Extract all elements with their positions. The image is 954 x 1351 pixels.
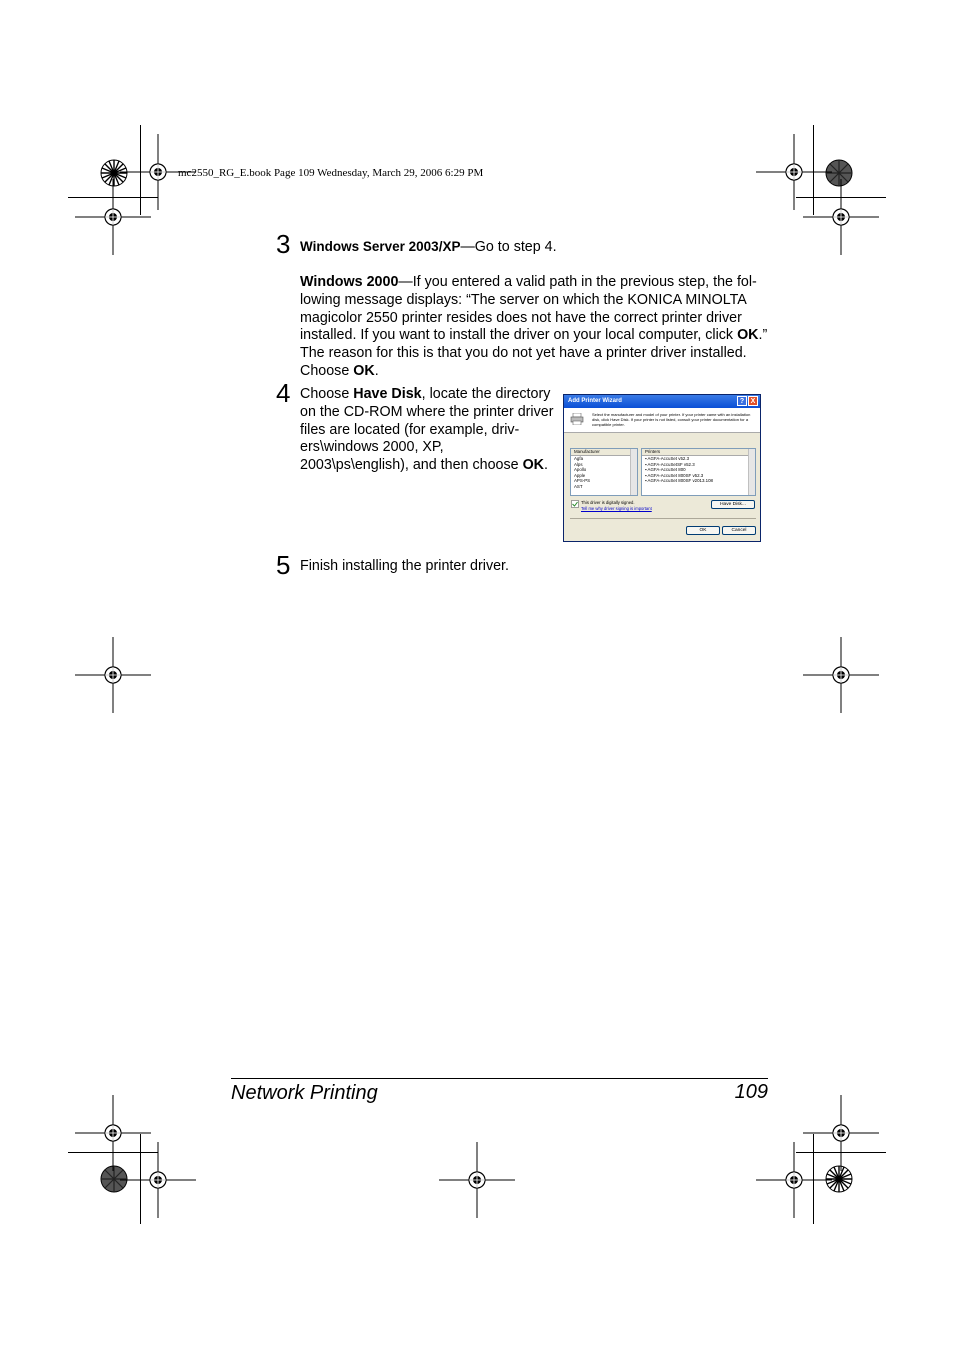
ok-bold: OK [522, 457, 545, 474]
list-item: Apollo [574, 467, 587, 473]
step-number-3: 3 [276, 229, 291, 259]
manufacturer-list [570, 448, 638, 496]
footer-section-title: Network Printing [231, 1082, 378, 1104]
printer-name: AGFA-AccuSet 800SF v52.3 [647, 472, 704, 478]
page-number: 109 [734, 1081, 768, 1103]
text-line: .” [758, 327, 768, 344]
cancel-button: Cancel [722, 526, 756, 535]
ok-bold: OK [353, 362, 375, 379]
ok-button: OK [686, 526, 720, 535]
printer-small-icon: ▪ [645, 467, 648, 473]
dialog-separator [570, 518, 756, 519]
printer-name: AGFA-AccuSet 800SF v2013.108 [647, 478, 713, 484]
text-line: . [374, 362, 379, 379]
text-line: ers\windows 2000, XP, [300, 439, 444, 456]
printers-header: Printers [642, 449, 755, 456]
step-5-text: Finish installing the printer driver. [300, 558, 509, 574]
dialog-header [564, 408, 760, 433]
footer-rule [231, 1078, 768, 1079]
printer-name: AGFA-AccuSetSF v52.3 [647, 461, 695, 467]
list-item: Agfa [574, 456, 584, 461]
manufacturer-header: Manufacturer [571, 449, 637, 456]
list-item [642, 478, 755, 484]
printer-name: AGFA-AccuSet v52.3 [647, 456, 690, 461]
step-4-paragraph [300, 386, 560, 475]
step-3-win2000-label: Windows 2000 [300, 274, 399, 290]
printer-icon [570, 413, 584, 425]
step-3-paragraph-2 [300, 274, 770, 381]
signed-driver-text: This driver is digitally signed. [581, 500, 635, 505]
text-line: installed. If you want to install the driver on your local computer, click [300, 327, 738, 344]
printer-small-icon: ▪ [645, 478, 648, 484]
text-line: magicolor 2550 printer resides does not have the correct printer driver [300, 309, 742, 326]
printer-small-icon: ▪ [645, 461, 648, 467]
signed-driver-icon [571, 500, 579, 508]
driver-signing-link: Tell me why driver signing is important [581, 506, 652, 511]
have-disk-button: Have Disk... [711, 500, 755, 509]
printers-list [641, 448, 756, 496]
text-line: files are located (for example, driv- [300, 421, 520, 438]
text-line: , locate the directory [421, 386, 551, 402]
list-item: Apple [574, 472, 586, 478]
printer-small-icon: ▪ [645, 456, 648, 461]
have-disk-bold: Have Disk [353, 386, 422, 402]
step-3-instruction: —Go to step 4. [460, 239, 557, 255]
scrollbar [748, 449, 755, 495]
step-3-line-1 [300, 238, 557, 257]
text-line: lowing message displays: “The server on which the KONICA MINOLTA [300, 291, 747, 308]
close-icon: X [748, 396, 758, 406]
list-item: APS-PS [574, 478, 591, 484]
text-line: The reason for this is that you do not yet have a printer driver installed. [300, 345, 747, 362]
list-item: AST [574, 483, 583, 489]
step-number-4: 4 [276, 378, 291, 408]
print-slug: mc2550_RG_E.book Page 109 Wednesday, March 29, 2006 6:29 PM [178, 167, 484, 179]
printer-small-icon: ▪ [645, 472, 648, 478]
ok-bold: OK [737, 327, 759, 344]
list-item: Alps [574, 461, 583, 467]
dialog-title: Add Printer Wizard [568, 398, 622, 404]
help-icon: ? [737, 396, 747, 406]
dialog-description: Select the manufacturer and model of your printer. If your printer came with an installation disk, click Have Disk. If your printer is not listed, consult your printer documentation for a compatible printer. [592, 412, 751, 427]
step-3-os-label: Windows Server 2003/XP [300, 239, 461, 254]
text-line: 2003\ps\english), and then choose [300, 457, 523, 474]
printer-name: AGFA-AccuSet 800 [647, 467, 686, 473]
text-line: . [544, 457, 548, 474]
dialog-title-bar [564, 395, 760, 408]
step-number-5: 5 [276, 550, 291, 580]
text-line: on the CD-ROM where the printer driver [300, 403, 554, 420]
text-line: Choose [300, 362, 354, 379]
scrollbar [630, 449, 637, 495]
text-line: —If you entered a valid path in the previous step, the fol- [398, 274, 757, 290]
add-printer-wizard-screenshot [563, 394, 761, 542]
text-line: Choose [300, 386, 354, 402]
